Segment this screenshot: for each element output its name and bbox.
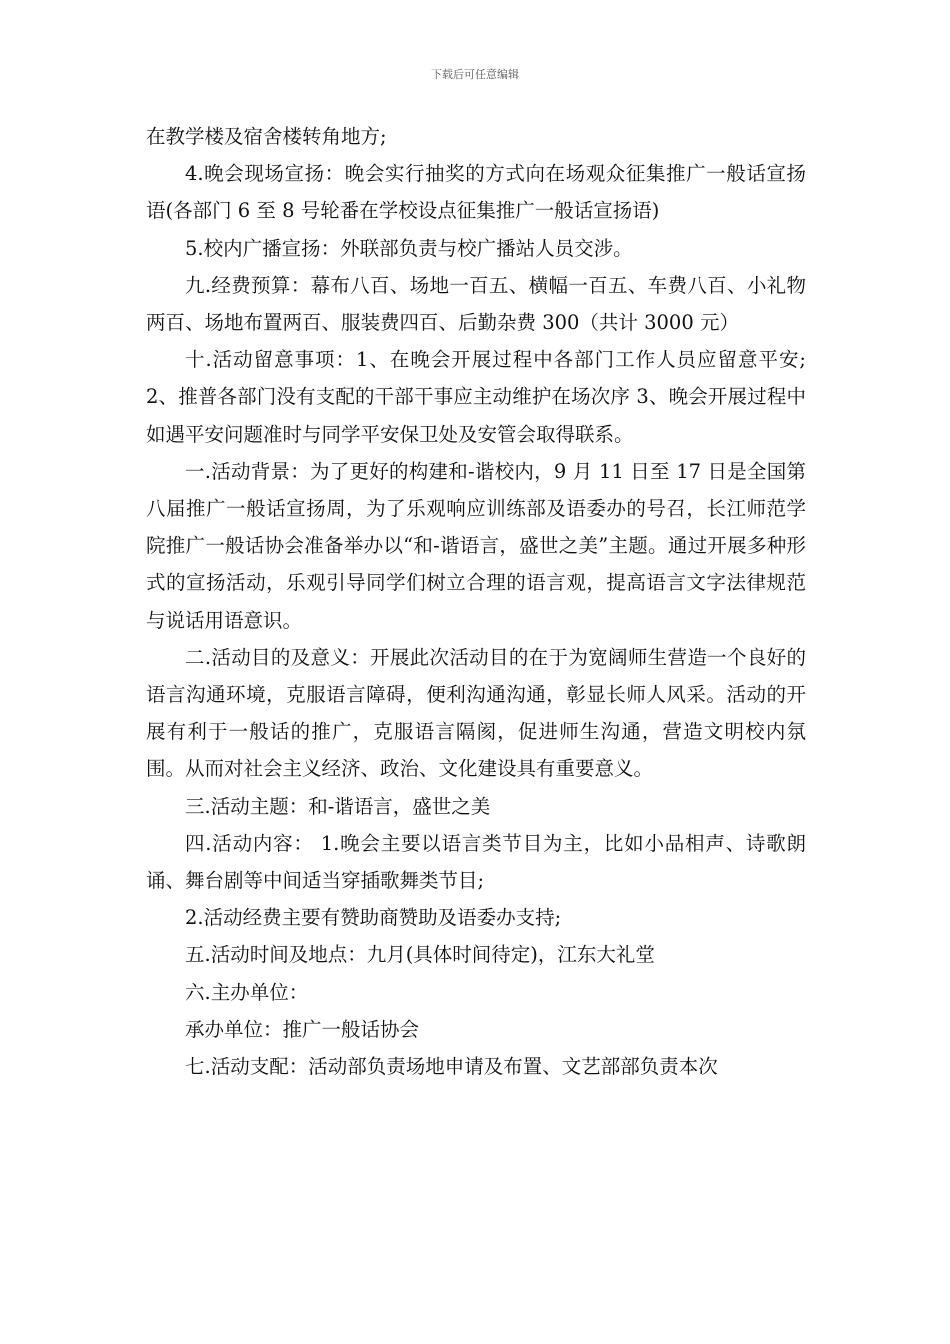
- paragraph: 一.活动背景：为了更好的构建和-谐校内，9 月 11 日至 17 日是全国第八届推广一般话宣扬周，为了乐观响应训练部及语委办的号召，长江师范学院推广一般话协会准备举办以“和-谐语言，盛世之美”主题。通过开展多种形式的宣扬活动，乐观引导同学们树立合理的语言观，提高语言文字法律规范与说话用语意识。: [146, 459, 806, 632]
- paragraph: 四.活动内容： 1.晚会主要以语言类节目为主，比如小品相声、诗歌朗诵、舞台剧等中间适当穿插歌舞类节目;: [146, 831, 806, 893]
- paragraph: 二.活动目的及意义：开展此次活动目的在于为宽阔师生营造一个良好的语言沟通环境，克服语言障碍，便利沟通沟通，彰显长师人风采。活动的开展有利于一般话的推广，克服语言隔阂，促进师生沟通，营造文明校内氛围。从而对社会主义经济、政治、文化建设具有重要意义。: [146, 645, 806, 781]
- paragraph: 十.活动留意事项：1、在晚会开展过程中各部门工作人员应留意平安;2、推普各部门没有支配的干部干事应主动维护在场次序 3、晚会开展过程中如遇平安问题准时与同学平安保卫处及安管会取得联系。: [146, 348, 806, 446]
- paragraph: 七.活动支配：活动部负责场地申请及布置、文艺部部负责本次: [185, 1055, 718, 1079]
- paragraph: 九.经费预算：幕布八百、场地一百五、横幅一百五、车费八百、小礼物两百、场地布置两百、服装费四百、后勤杂费 300（共计 3000 元）: [146, 273, 806, 335]
- paragraph: 在教学楼及宿舍楼转角地方;: [146, 125, 387, 148]
- paragraph: 五.活动时间及地点：九月(具体时间待定)，江东大礼堂: [185, 943, 655, 967]
- page-header: 下载后可任意编辑: [431, 68, 519, 81]
- document-body: [146, 118, 806, 1085]
- paragraph: 5.校内广播宣扬：外联部负责与校广播站人员交涉。: [185, 236, 633, 260]
- paragraph: 六.主办单位：: [185, 980, 309, 1004]
- paragraph: 4.晚会现场宣扬：晚会实行抽奖的方式向在场观众征集推广一般话宣扬语(各部门 6 至 8 号轮番在学校设点征集推广一般话宣扬语): [146, 162, 806, 223]
- paragraph: 2.活动经费主要有赞助商赞助及语委办支持;: [185, 906, 562, 930]
- paragraph: 承办单位：推广一般话协会: [185, 1017, 420, 1041]
- paragraph: 三.活动主题：和-谐语言，盛世之美: [185, 794, 491, 818]
